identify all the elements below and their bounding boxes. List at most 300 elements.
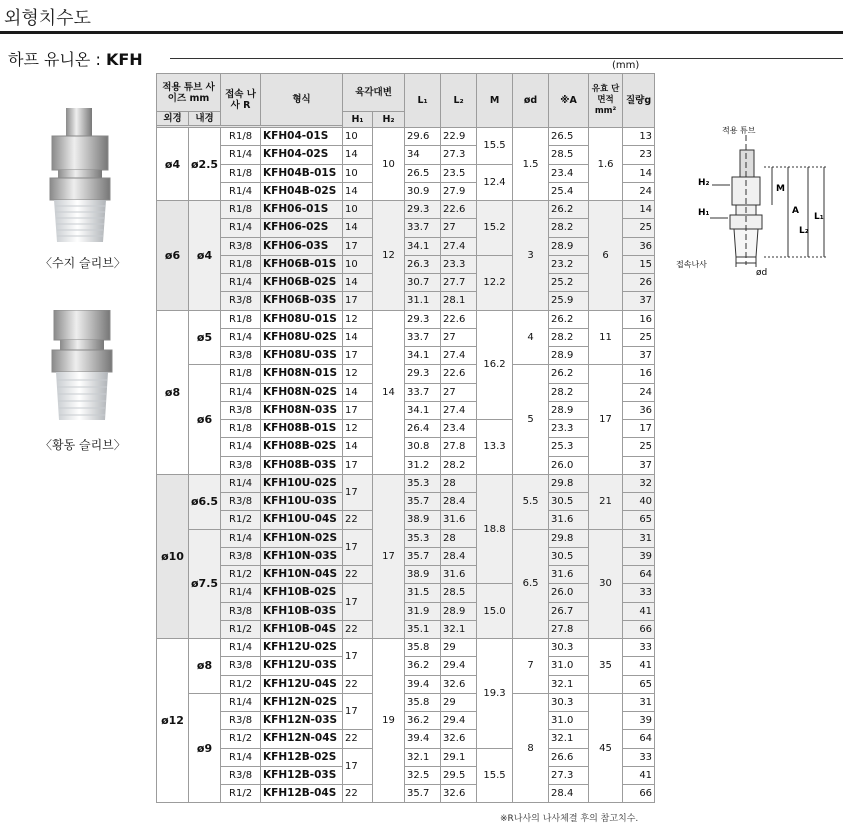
- model-cell: KFH08N-02S: [261, 383, 343, 401]
- table-row: [157, 511, 655, 529]
- weight-cell: 65: [623, 675, 655, 693]
- d-cell: 6.5: [513, 529, 549, 639]
- d-cell: 3: [513, 201, 549, 311]
- h1-cell: 17: [343, 237, 373, 255]
- l2-cell: 32.1: [441, 620, 477, 638]
- h1-cell: 17: [343, 529, 373, 566]
- model-cell: KFH10B-04S: [261, 620, 343, 638]
- thread-cell: R1/4: [221, 274, 261, 292]
- thread-cell: R1/2: [221, 785, 261, 803]
- model-cell: KFH04B-02S: [261, 182, 343, 200]
- header-od: 외경: [157, 112, 189, 126]
- tube-od-cell: ø6: [157, 201, 189, 311]
- area-cell: 35: [589, 639, 623, 694]
- weight-cell: 36: [623, 401, 655, 419]
- weight-cell: 32: [623, 474, 655, 492]
- d-cell: 4: [513, 310, 549, 365]
- table-row: [157, 420, 655, 438]
- a-cell: 30.3: [549, 693, 589, 711]
- model-cell: KFH08N-03S: [261, 401, 343, 419]
- a-cell: 25.3: [549, 438, 589, 456]
- tube-id-cell: ø6: [189, 365, 221, 475]
- model-cell: KFH06B-03S: [261, 292, 343, 310]
- weight-cell: 17: [623, 420, 655, 438]
- l2-cell: 28: [441, 474, 477, 492]
- weight-cell: 37: [623, 292, 655, 310]
- header-m: M: [477, 74, 513, 128]
- l1-cell: 31.9: [405, 602, 441, 620]
- l2-cell: 28.4: [441, 547, 477, 565]
- l2-cell: 28.9: [441, 602, 477, 620]
- a-cell: 31.0: [549, 712, 589, 730]
- thread-cell: R1/4: [221, 182, 261, 200]
- thread-cell: R1/4: [221, 146, 261, 164]
- thread-cell: R1/4: [221, 693, 261, 711]
- l1-cell: 36.2: [405, 657, 441, 675]
- tube-id-cell: ø8: [189, 639, 221, 694]
- table-row: [157, 219, 655, 237]
- thread-cell: R1/8: [221, 128, 261, 146]
- weight-cell: 14: [623, 164, 655, 182]
- tube-id-cell: ø9: [189, 693, 221, 803]
- m-cell: 13.3: [477, 420, 513, 475]
- table-row: [157, 620, 655, 638]
- h1-cell: 17: [343, 584, 373, 621]
- m-cell: 12.4: [477, 164, 513, 201]
- l1-cell: 34.1: [405, 401, 441, 419]
- m-cell: 12.2: [477, 255, 513, 310]
- l1-cell: 29.6: [405, 128, 441, 146]
- thread-cell: R1/2: [221, 620, 261, 638]
- h1-cell: 22: [343, 511, 373, 529]
- a-cell: 26.7: [549, 602, 589, 620]
- a-cell: 23.4: [549, 164, 589, 182]
- a-cell: 30.3: [549, 639, 589, 657]
- a-cell: 26.2: [549, 201, 589, 219]
- l2-cell: 23.3: [441, 255, 477, 273]
- d-cell: 5.5: [513, 474, 549, 529]
- h2-cell: 14: [373, 310, 405, 474]
- subtitle-model: KFH: [105, 50, 143, 69]
- weight-cell: 31: [623, 693, 655, 711]
- model-cell: KFH04B-01S: [261, 164, 343, 182]
- thread-cell: R1/2: [221, 730, 261, 748]
- header-l2: L₂: [441, 74, 477, 128]
- weight-cell: 65: [623, 511, 655, 529]
- l1-cell: 30.9: [405, 182, 441, 200]
- h1-cell: 22: [343, 566, 373, 584]
- weight-cell: 16: [623, 310, 655, 328]
- table-row: [157, 128, 655, 146]
- header-area: 유효 단면적 mm²: [589, 74, 623, 128]
- h1-cell: 17: [343, 474, 373, 511]
- l1-cell: 38.9: [405, 511, 441, 529]
- weight-cell: 15: [623, 255, 655, 273]
- table-row: [157, 164, 655, 182]
- l1-cell: 26.5: [405, 164, 441, 182]
- l2-cell: 28: [441, 529, 477, 547]
- weight-cell: 36: [623, 237, 655, 255]
- weight-cell: 41: [623, 657, 655, 675]
- header-weight: 질량g: [623, 74, 655, 128]
- table-row: [157, 201, 655, 219]
- thread-cell: R1/8: [221, 201, 261, 219]
- weight-cell: 16: [623, 365, 655, 383]
- brass-sleeve-product-image: [42, 310, 122, 425]
- h1-cell: 10: [343, 201, 373, 219]
- m-cell: 15.0: [477, 584, 513, 639]
- table-row: [157, 712, 655, 730]
- model-cell: KFH10U-03S: [261, 493, 343, 511]
- thread-cell: R3/8: [221, 712, 261, 730]
- l2-cell: 29: [441, 639, 477, 657]
- diagram-a: A: [792, 206, 799, 216]
- a-cell: 25.2: [549, 274, 589, 292]
- l1-cell: 35.3: [405, 474, 441, 492]
- table-row: [157, 365, 655, 383]
- header-hex: 육각대변: [343, 74, 405, 112]
- diagram-l2: L₂: [799, 226, 809, 236]
- weight-cell: 66: [623, 620, 655, 638]
- table-row: [157, 474, 655, 492]
- diagram-h2: H₂: [698, 178, 710, 188]
- a-cell: 28.9: [549, 347, 589, 365]
- table-row: [157, 328, 655, 346]
- thread-cell: R3/8: [221, 347, 261, 365]
- weight-cell: 41: [623, 602, 655, 620]
- l2-cell: 23.5: [441, 164, 477, 182]
- model-cell: KFH12U-04S: [261, 675, 343, 693]
- m-cell: 15.2: [477, 201, 513, 256]
- a-cell: 30.5: [549, 493, 589, 511]
- weight-cell: 33: [623, 639, 655, 657]
- model-cell: KFH08U-01S: [261, 310, 343, 328]
- model-cell: KFH08N-01S: [261, 365, 343, 383]
- resin-sleeve-caption: 〈수지 슬리브〉: [40, 256, 126, 270]
- l1-cell: 29.3: [405, 201, 441, 219]
- a-cell: 26.2: [549, 365, 589, 383]
- h1-cell: 22: [343, 675, 373, 693]
- l2-cell: 32.6: [441, 675, 477, 693]
- l2-cell: 27.8: [441, 438, 477, 456]
- l2-cell: 29.1: [441, 748, 477, 766]
- tube-od-cell: ø10: [157, 474, 189, 638]
- header-id: 내경: [189, 112, 221, 126]
- model-cell: KFH12N-02S: [261, 693, 343, 711]
- table-row: [157, 292, 655, 310]
- thread-cell: R1/4: [221, 529, 261, 547]
- dimension-diagram: [660, 115, 840, 285]
- l1-cell: 35.7: [405, 785, 441, 803]
- l1-cell: 29.3: [405, 310, 441, 328]
- a-cell: 28.2: [549, 219, 589, 237]
- header-d: ød: [513, 74, 549, 128]
- thread-cell: R3/8: [221, 456, 261, 474]
- a-cell: 28.9: [549, 401, 589, 419]
- weight-cell: 37: [623, 347, 655, 365]
- thread-cell: R1/4: [221, 328, 261, 346]
- h1-cell: 12: [343, 420, 373, 438]
- l1-cell: 34: [405, 146, 441, 164]
- weight-cell: 33: [623, 584, 655, 602]
- diagram-l1: L₁: [814, 212, 824, 222]
- l2-cell: 29: [441, 693, 477, 711]
- h1-cell: 14: [343, 438, 373, 456]
- l2-cell: 29.4: [441, 712, 477, 730]
- a-cell: 32.1: [549, 730, 589, 748]
- thread-cell: R1/4: [221, 639, 261, 657]
- a-cell: 31.0: [549, 657, 589, 675]
- h2-cell: 19: [373, 639, 405, 803]
- l1-cell: 31.2: [405, 456, 441, 474]
- a-cell: 28.5: [549, 146, 589, 164]
- h1-cell: 22: [343, 785, 373, 803]
- thread-cell: R1/8: [221, 164, 261, 182]
- table-row: [157, 748, 655, 766]
- l2-cell: 27.4: [441, 347, 477, 365]
- l1-cell: 32.1: [405, 748, 441, 766]
- unit-label: (mm): [612, 60, 640, 71]
- table-row: [157, 529, 655, 547]
- table-row: [157, 785, 655, 803]
- header-tube-size: 적용 튜브 사이즈 mm: [157, 74, 221, 112]
- table-row: [157, 602, 655, 620]
- weight-cell: 25: [623, 328, 655, 346]
- weight-cell: 33: [623, 748, 655, 766]
- a-cell: 28.4: [549, 785, 589, 803]
- l2-cell: 29.4: [441, 657, 477, 675]
- table-row: [157, 693, 655, 711]
- l2-cell: 27: [441, 328, 477, 346]
- tube-id-cell: ø2.5: [189, 128, 221, 201]
- d-cell: 8: [513, 693, 549, 803]
- l2-cell: 28.1: [441, 292, 477, 310]
- thread-cell: R1/4: [221, 219, 261, 237]
- d-cell: 7: [513, 639, 549, 694]
- l1-cell: 39.4: [405, 675, 441, 693]
- model-cell: KFH10N-02S: [261, 529, 343, 547]
- weight-cell: 66: [623, 785, 655, 803]
- a-cell: 26.0: [549, 456, 589, 474]
- a-cell: 29.8: [549, 529, 589, 547]
- thread-cell: R3/8: [221, 493, 261, 511]
- area-cell: 11: [589, 310, 623, 365]
- thread-cell: R1/4: [221, 383, 261, 401]
- tube-id-cell: ø4: [189, 201, 221, 311]
- l2-cell: 22.6: [441, 365, 477, 383]
- l2-cell: 27.3: [441, 146, 477, 164]
- h1-cell: 14: [343, 328, 373, 346]
- table-row: [157, 657, 655, 675]
- l2-cell: 28.5: [441, 584, 477, 602]
- h1-cell: 12: [343, 365, 373, 383]
- h1-cell: 17: [343, 456, 373, 474]
- table-row: [157, 146, 655, 164]
- thread-cell: R3/8: [221, 602, 261, 620]
- model-cell: KFH08U-03S: [261, 347, 343, 365]
- a-cell: 27.8: [549, 620, 589, 638]
- model-cell: KFH12N-04S: [261, 730, 343, 748]
- title-divider: [0, 31, 843, 34]
- a-cell: 27.3: [549, 766, 589, 784]
- table-row: [157, 456, 655, 474]
- a-cell: 30.5: [549, 547, 589, 565]
- a-cell: 25.9: [549, 292, 589, 310]
- l2-cell: 28.2: [441, 456, 477, 474]
- model-cell: KFH06B-02S: [261, 274, 343, 292]
- model-cell: KFH08B-03S: [261, 456, 343, 474]
- thread-cell: R1/2: [221, 511, 261, 529]
- l2-cell: 31.6: [441, 511, 477, 529]
- model-cell: KFH04-01S: [261, 128, 343, 146]
- model-cell: KFH12N-03S: [261, 712, 343, 730]
- l1-cell: 26.4: [405, 420, 441, 438]
- thread-cell: R1/8: [221, 420, 261, 438]
- m-cell: 15.5: [477, 748, 513, 803]
- thread-cell: R3/8: [221, 547, 261, 565]
- area-cell: 1.6: [589, 128, 623, 201]
- l1-cell: 35.3: [405, 529, 441, 547]
- table-row: [157, 401, 655, 419]
- l1-cell: 35.8: [405, 639, 441, 657]
- diagram-h1: H₁: [698, 208, 710, 218]
- model-cell: KFH12B-03S: [261, 766, 343, 784]
- m-cell: 19.3: [477, 639, 513, 749]
- table-row: [157, 274, 655, 292]
- tube-od-cell: ø12: [157, 639, 189, 803]
- h1-cell: 10: [343, 255, 373, 273]
- table-row: [157, 347, 655, 365]
- h2-cell: 12: [373, 201, 405, 311]
- subtitle-prefix: 하프 유니온 :: [8, 50, 106, 69]
- l2-cell: 32.6: [441, 785, 477, 803]
- l1-cell: 39.4: [405, 730, 441, 748]
- weight-cell: 64: [623, 566, 655, 584]
- weight-cell: 25: [623, 438, 655, 456]
- l1-cell: 32.5: [405, 766, 441, 784]
- a-cell: 26.5: [549, 128, 589, 146]
- l1-cell: 33.7: [405, 219, 441, 237]
- model-cell: KFH08B-01S: [261, 420, 343, 438]
- model-cell: KFH10N-04S: [261, 566, 343, 584]
- tube-id-cell: ø7.5: [189, 529, 221, 639]
- header-h1: H₁: [343, 112, 373, 128]
- model-cell: KFH10U-04S: [261, 511, 343, 529]
- table-row: [157, 566, 655, 584]
- h1-cell: 22: [343, 620, 373, 638]
- weight-cell: 25: [623, 219, 655, 237]
- a-cell: 26.0: [549, 584, 589, 602]
- area-cell: 21: [589, 474, 623, 529]
- weight-cell: 13: [623, 128, 655, 146]
- m-cell: 18.8: [477, 474, 513, 584]
- model-cell: KFH06-02S: [261, 219, 343, 237]
- a-cell: 23.2: [549, 255, 589, 273]
- header-thread: 접속 나사 R: [221, 74, 261, 126]
- table-row: [157, 237, 655, 255]
- l2-cell: 22.6: [441, 201, 477, 219]
- resin-sleeve-product-image: [40, 108, 120, 248]
- table-row: [157, 547, 655, 565]
- diagram-m: M: [776, 184, 785, 194]
- thread-cell: R1/2: [221, 566, 261, 584]
- thread-cell: R3/8: [221, 292, 261, 310]
- model-cell: KFH06B-01S: [261, 255, 343, 273]
- thread-cell: R1/4: [221, 748, 261, 766]
- l1-cell: 31.5: [405, 584, 441, 602]
- a-cell: 31.6: [549, 566, 589, 584]
- l2-cell: 27: [441, 383, 477, 401]
- thread-cell: R3/8: [221, 401, 261, 419]
- weight-cell: 26: [623, 274, 655, 292]
- weight-cell: 37: [623, 456, 655, 474]
- header-a: ※A: [549, 74, 589, 128]
- table-row: [157, 639, 655, 657]
- tube-od-cell: ø4: [157, 128, 189, 201]
- h1-cell: 10: [343, 128, 373, 146]
- h1-cell: 10: [343, 164, 373, 182]
- l1-cell: 30.8: [405, 438, 441, 456]
- h1-cell: 17: [343, 693, 373, 730]
- l2-cell: 28.4: [441, 493, 477, 511]
- l2-cell: 22.9: [441, 128, 477, 146]
- model-cell: KFH12U-03S: [261, 657, 343, 675]
- weight-cell: 64: [623, 730, 655, 748]
- h1-cell: 22: [343, 730, 373, 748]
- table-row: [157, 255, 655, 273]
- table-row: [157, 766, 655, 784]
- d-cell: 5: [513, 365, 549, 475]
- l1-cell: 31.1: [405, 292, 441, 310]
- h2-cell: 10: [373, 128, 405, 201]
- l2-cell: 32.6: [441, 730, 477, 748]
- h1-cell: 17: [343, 347, 373, 365]
- model-cell: KFH08B-02S: [261, 438, 343, 456]
- thread-cell: R1/8: [221, 255, 261, 273]
- diagram-od: ød: [756, 268, 768, 278]
- thread-cell: R1/4: [221, 474, 261, 492]
- model-cell: KFH08U-02S: [261, 328, 343, 346]
- tube-od-cell: ø8: [157, 310, 189, 474]
- area-cell: 30: [589, 529, 623, 639]
- a-cell: 23.3: [549, 420, 589, 438]
- l1-cell: 33.7: [405, 328, 441, 346]
- model-cell: KFH10U-02S: [261, 474, 343, 492]
- m-cell: 16.2: [477, 310, 513, 420]
- thread-cell: R3/8: [221, 237, 261, 255]
- weight-cell: 24: [623, 383, 655, 401]
- l1-cell: 35.1: [405, 620, 441, 638]
- table-row: [157, 675, 655, 693]
- tube-id-cell: ø6.5: [189, 474, 221, 529]
- table-row: [157, 383, 655, 401]
- thread-cell: R3/8: [221, 766, 261, 784]
- thread-cell: R1/4: [221, 438, 261, 456]
- model-cell: KFH12B-04S: [261, 785, 343, 803]
- l2-cell: 31.6: [441, 566, 477, 584]
- weight-cell: 39: [623, 547, 655, 565]
- a-cell: 32.1: [549, 675, 589, 693]
- h1-cell: 14: [343, 146, 373, 164]
- l1-cell: 35.8: [405, 693, 441, 711]
- l1-cell: 34.1: [405, 237, 441, 255]
- a-cell: 28.2: [549, 383, 589, 401]
- l2-cell: 27: [441, 219, 477, 237]
- page-title: 외형치수도: [4, 8, 91, 29]
- l2-cell: 29.5: [441, 766, 477, 784]
- area-cell: 17: [589, 365, 623, 475]
- thread-cell: R1/2: [221, 675, 261, 693]
